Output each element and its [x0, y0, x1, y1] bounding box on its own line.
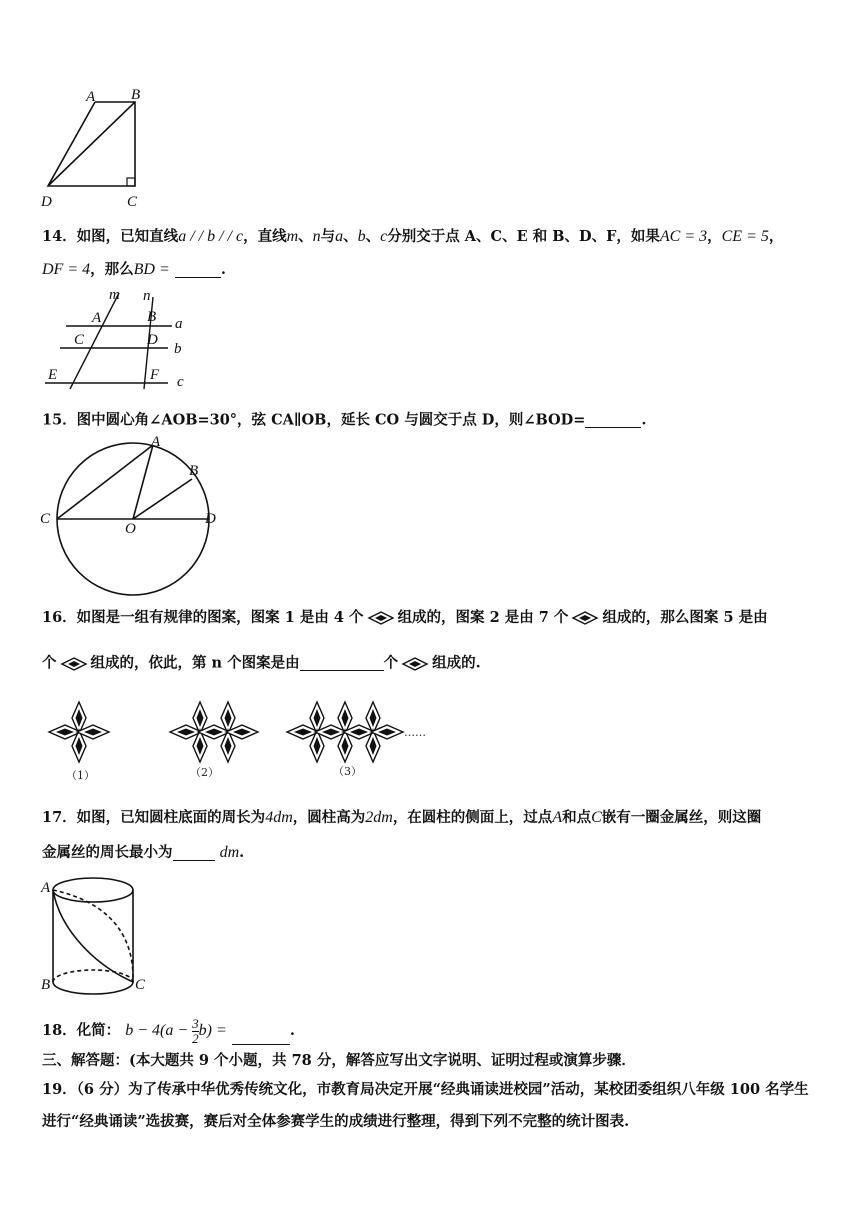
- q14-text: ，: [768, 228, 784, 245]
- cyl-label-a: A: [41, 880, 51, 896]
- pattern-ellipsis: ……: [404, 726, 426, 739]
- q17-text: ，在圆柱的侧面上，过点: [392, 809, 553, 826]
- question-15: [42, 413, 838, 428]
- pattern-3: [287, 702, 403, 762]
- q14-math: m: [286, 228, 299, 245]
- q16-text: 16．如图是一组有规律的图案，图案 1 是由 4 个: [42, 609, 364, 626]
- q14-text: ，直线: [243, 228, 287, 245]
- q14-answer-blank[interactable]: [175, 263, 221, 278]
- pattern-caption-3: （3）: [333, 765, 362, 778]
- q17-math: 4dm: [265, 809, 293, 826]
- q14-math: n: [312, 228, 321, 245]
- q14-math: a: [335, 228, 344, 245]
- q14-math: CE = 5: [721, 228, 769, 245]
- trap-label-c: C: [127, 194, 138, 210]
- q17-text: 金属丝的周长最小为: [42, 844, 173, 861]
- q14-math: BD =: [133, 261, 170, 278]
- q14-text: .: [220, 261, 226, 278]
- pattern-caption-1: （1）: [66, 769, 95, 782]
- circle-figure: [40, 440, 230, 600]
- pattern-1: [49, 702, 109, 762]
- circle-label-b: B: [189, 463, 199, 479]
- par-label-d-pt: D: [147, 332, 158, 348]
- q16-answer-blank[interactable]: [300, 656, 384, 671]
- q16-text: 组成的，图案 2 是由 7 个: [397, 609, 569, 626]
- pattern-caption-2: （2）: [190, 766, 219, 779]
- q14-text: ，那么: [90, 261, 134, 278]
- par-label-e-pt: E: [48, 367, 58, 383]
- trap-label-d: D: [41, 194, 52, 210]
- rhombus-icon: [61, 657, 87, 671]
- q14-number: 14．: [42, 228, 77, 245]
- rhombus-icon: [368, 611, 394, 625]
- question-14-line-2: [42, 262, 838, 278]
- q18-frac-den: 2: [192, 1030, 199, 1046]
- q14-text: 与: [320, 228, 336, 245]
- q14-math: b: [357, 228, 366, 245]
- q15-text: 15．图中圆心角∠AOB=30°，弦 CA∥OB，延长 CO 与圆交于点 D，则∠BOD=: [42, 411, 586, 429]
- q18-vector-b: b: [198, 1021, 207, 1039]
- q16-text: 组成的，那么图案 5 是由: [602, 609, 768, 626]
- q18-expr-part: −: [173, 1021, 193, 1039]
- q18-vector-a: a: [165, 1021, 174, 1039]
- par-label-b-pt: B: [147, 309, 157, 325]
- q17-math: dm: [219, 844, 240, 861]
- q16-text: 个: [42, 654, 57, 672]
- wire-back: [53, 890, 133, 982]
- par-label-f-pt: F: [150, 367, 160, 383]
- question-19-line-2: 进行“经典诵读”选拔赛，赛后对全体参赛学生的成绩进行整理，得到下列不完整的统计图表.: [42, 1113, 630, 1130]
- circle-label-a: A: [151, 434, 161, 450]
- question-17-line-1: [42, 810, 838, 826]
- q18-expr-part: b − 4(: [125, 1021, 166, 1039]
- question-16-line-2: [42, 656, 838, 671]
- q14-text: 、: [343, 228, 358, 245]
- question-18: [42, 1017, 838, 1045]
- q14-math: a / / b / / c: [178, 228, 244, 245]
- q14-text: 、: [298, 228, 313, 245]
- cylinder-top: [53, 878, 133, 902]
- cyl-label-b: B: [41, 977, 51, 993]
- trap-label-a: A: [86, 89, 96, 105]
- q18-expr-part: ) =: [206, 1021, 227, 1039]
- right-angle-mark: [127, 178, 135, 186]
- q14-text: ，: [707, 228, 722, 245]
- q18-text: .: [289, 1021, 295, 1039]
- question-14-line-1: [42, 229, 838, 245]
- rhombus-icon: [402, 657, 428, 671]
- circle-label-d: D: [205, 511, 216, 527]
- q18-text: 18．化简：: [42, 1021, 121, 1039]
- rhombus-icon: [572, 611, 598, 625]
- q15-answer-blank[interactable]: [585, 413, 641, 428]
- par-label-m: m: [109, 287, 120, 303]
- q16-text: 组成的，依此，第 n 个图案是由: [90, 654, 300, 672]
- q17-answer-blank[interactable]: [173, 846, 215, 861]
- circle-label-o: O: [125, 521, 136, 537]
- q16-text: 组成的.: [432, 654, 481, 672]
- question-19-line-1: 19．（6 分）为了传承中华优秀传统文化，市教育局决定开展“经典诵读进校园”活动，某校团委组织八年级 100 名学生: [42, 1081, 809, 1098]
- q14-math: c: [380, 228, 388, 245]
- section-3-heading: 三、解答题：(本大题共 9 个小题，共 78 分，解答应写出文字说明、证明过程或演算步骤．: [42, 1052, 636, 1069]
- question-16-line-1: [42, 611, 838, 626]
- q14-text: 、: [365, 228, 381, 245]
- par-label-line-a: a: [175, 316, 183, 332]
- q14-text: 分别交于点 A、C、E 和 B、D、F，如果: [387, 228, 660, 245]
- chord-ca: [57, 445, 153, 519]
- q17-text: 和点: [562, 809, 592, 826]
- par-label-c-pt: C: [74, 332, 85, 348]
- q17-text: .: [239, 844, 245, 861]
- q17-text: ，圆柱高为: [292, 809, 366, 826]
- cylinder-figure: [40, 870, 150, 1005]
- cylinder-bottom-front: [53, 982, 133, 994]
- q14-math: DF = 4: [42, 261, 91, 278]
- q17-text: 嵌有一圈金属丝，则这圈: [601, 809, 762, 826]
- q15-text: .: [641, 411, 647, 429]
- q17-math: 2dm: [365, 809, 393, 826]
- par-label-line-c: c: [177, 374, 184, 390]
- wire-front: [53, 890, 133, 982]
- par-label-a-pt: A: [92, 310, 102, 326]
- cyl-label-c: C: [135, 977, 146, 993]
- q16-text: 个: [383, 654, 399, 672]
- par-label-line-b: b: [174, 341, 182, 357]
- q18-answer-blank[interactable]: [232, 1030, 290, 1045]
- q18-expression: [125, 1016, 227, 1046]
- q18-frac-num: 3: [192, 1016, 199, 1031]
- q17-math: C: [591, 809, 602, 826]
- circle-label-c: C: [40, 511, 51, 527]
- par-label-n: n: [143, 288, 151, 304]
- pattern-2: [170, 702, 258, 762]
- parallel-lines-figure: [40, 285, 200, 395]
- q17-math: A: [552, 809, 563, 826]
- q14-math: AC = 3: [659, 228, 708, 245]
- trap-label-b: B: [131, 87, 141, 103]
- diagonal-bd: [48, 102, 135, 186]
- question-17-line-2: [42, 845, 838, 861]
- q17-text: 17．如图，已知圆柱底面的周长为: [42, 809, 266, 826]
- q14-text: 如图，已知直线: [76, 228, 179, 245]
- pattern-figures: [40, 700, 460, 760]
